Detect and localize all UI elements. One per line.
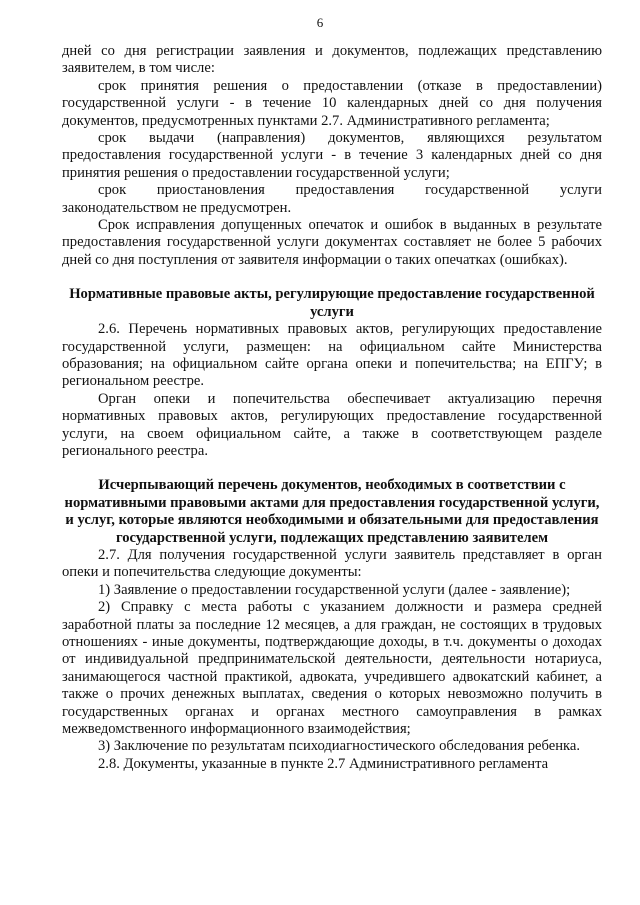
paragraph: 1) Заявление о предоставлении государственной услуги (далее - заявление); bbox=[98, 581, 571, 598]
heading-required-documents: Исчерпывающий перечень документов, необходимых в соответствии с нормативными правовыми актами для предоставления государственной услуги, и услуг, которые являются необходимыми и обязательными для предоставления государственной услуги, подлежащих представлению заявителем bbox=[64, 477, 600, 546]
paragraph: Орган опеки и попечительства обеспечивает актуализацию перечня нормативных правовых актов, регулирующих предоставление государственной услуги, на своем официальном сайте, а также в соответствующем разделе регионального реестра. bbox=[62, 390, 602, 459]
paragraph: 2.7. Для получения государственной услуги заявитель представляет в орган опеки и попечительства следующие документы: bbox=[62, 546, 602, 581]
paragraph: 2.6. Перечень нормативных правовых актов, регулирующих предоставление государственной услуги, размещен: на официальном сайте Министерства образования; на официальном сайте органа опеки и попечительства; на ЕПГУ; в региональном реестре. bbox=[62, 321, 602, 390]
section-normative-acts bbox=[62, 321, 602, 460]
paragraph: 3) Заключение по результатам психодиагностического обследования ребенка. bbox=[98, 738, 581, 755]
section-required-documents bbox=[62, 547, 602, 773]
paragraph: 2) Справку с места работы с указанием должности и размера средней заработной платы за последние 12 месяцев, а для граждан, не состоящих в трудовых отношениях - иные документы, подтверждающие доходы, в т.ч. документы о доходах от индивидуальной предпринимательской деятельности, деятельности нотариуса, занимающегося частной практикой, адвоката, учредившего адвокатский кабинет, а также о прочих денежных выплатах, сведения о которых невозможно получить в государственных органах и органах местного самоуправления в рамках межведомственного информационного взаимодействия; bbox=[62, 599, 602, 738]
paragraph: 2.8. Документы, указанные в пункте 2.7 Административного регламента bbox=[98, 755, 549, 772]
page-number: 6 bbox=[316, 15, 324, 30]
paragraph: Срок исправления допущенных опечаток и ошибок в выданных в результате предоставления государственной услуги документах составляет не более 5 рабочих дней со дня поступления от заявителя информации о таких опечатках (ошибках). bbox=[62, 217, 602, 268]
paragraph: срок приостановления предоставления государственной услуги законодательством не предусмотрен. bbox=[62, 182, 602, 216]
heading-normative-acts: Нормативные правовые акты, регулирующие предоставление государственной услуги bbox=[69, 286, 595, 320]
paragraph: срок выдачи (направления) документов, являющихся результатом предоставления государственной услуги - в течение 3 календарных дней со дня принятия решения о предоставлении государственной услуги; bbox=[62, 130, 602, 181]
section-deadlines bbox=[62, 43, 602, 269]
paragraph: дней со дня регистрации заявления и документов, подлежащих представлению заявителем, в том числе: bbox=[62, 43, 602, 77]
document-body bbox=[62, 43, 602, 773]
paragraph: срок принятия решения о предоставлении (отказе в предоставлении) государственной услуги - в течение 10 календарных дней со дня получения документов, предусмотренных пунктами 2.7. Административного регламента; bbox=[62, 77, 602, 129]
